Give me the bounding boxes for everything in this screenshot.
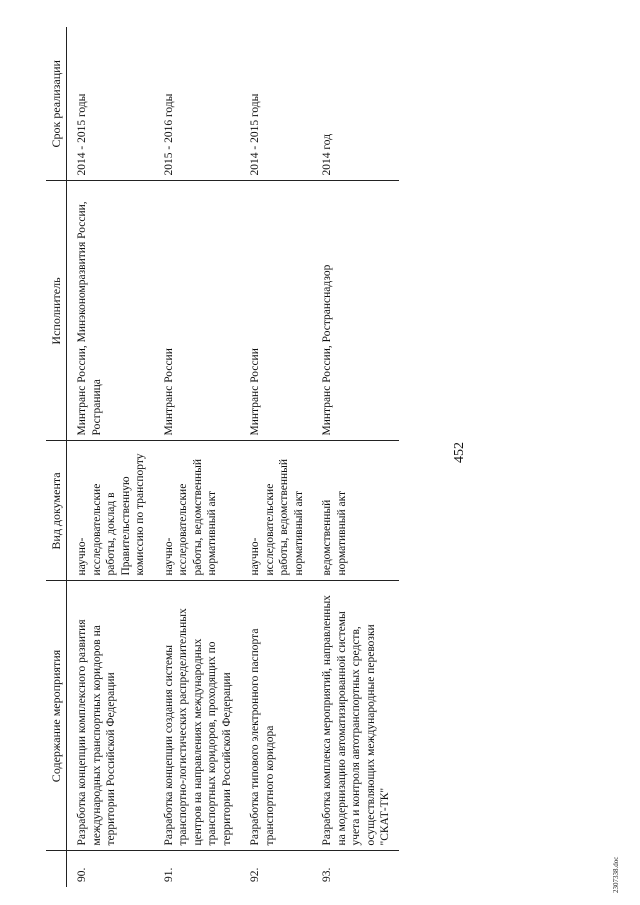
- measures-table: [46, 27, 399, 887]
- table-row: [67, 27, 154, 887]
- header-term: Срок реализации: [46, 27, 67, 181]
- page-number: 452: [452, 442, 467, 463]
- table-header-row: [46, 27, 67, 887]
- row-term: 2015 - 2016 годы: [154, 27, 241, 181]
- header-number: [46, 851, 67, 887]
- row-number: 91.: [162, 867, 175, 882]
- row-executor: Минтранс России, Ространснадзор: [312, 181, 399, 441]
- row-term: 2014 - 2015 годы: [67, 27, 154, 181]
- row-executor: Минтранс России: [154, 181, 241, 441]
- row-executor: Минтранс России, Минэкономразвития России, Росграница: [67, 181, 154, 441]
- header-document-type: Вид документа: [46, 441, 67, 581]
- row-number: 90.: [76, 867, 88, 882]
- table-row: [154, 27, 241, 887]
- row-document-type: научно-исследовательские работы, ведомственный нормативный акт: [154, 441, 241, 581]
- row-number: 92.: [249, 867, 261, 882]
- row-term: 2014 год: [312, 27, 399, 181]
- row-document-type: научно-исследовательские работы, ведомственный нормативный акт: [240, 441, 312, 581]
- table-row: [312, 27, 399, 887]
- row-document-type: научно-исследовательские работы, доклад в Правительственную комиссию по транспорту: [67, 441, 154, 581]
- row-term: 2014 - 2015 годы: [240, 27, 312, 181]
- row-title: Разработка комплекса мероприятий, направленных на модернизацию автоматизированной системы учета и контроля автотранспортных средств, осуществляющих международные перевозки "СКАТ-ТК": [312, 581, 399, 851]
- row-document-type: ведомственный нормативный акт: [312, 441, 399, 581]
- row-number: 93.: [321, 867, 333, 882]
- row-title: Разработка концепции комплексного развития международных транспортных коридоров на территории Российской Федерации: [67, 581, 154, 851]
- row-executor: Минтранс России: [240, 181, 312, 441]
- row-title: Разработка типового электронного паспорта транспортного коридора: [240, 581, 312, 851]
- file-name: 2307338.doc: [612, 856, 620, 893]
- header-executor: Исполнитель: [46, 181, 67, 441]
- table-row: [240, 27, 312, 887]
- header-title: Содержание мероприятия: [46, 581, 67, 851]
- row-title: Разработка концепции создания системы транспортно-логистических распределительных центров на направлениях международных транспортных коридоров, проходящих по территории Российской Федерации: [154, 581, 241, 851]
